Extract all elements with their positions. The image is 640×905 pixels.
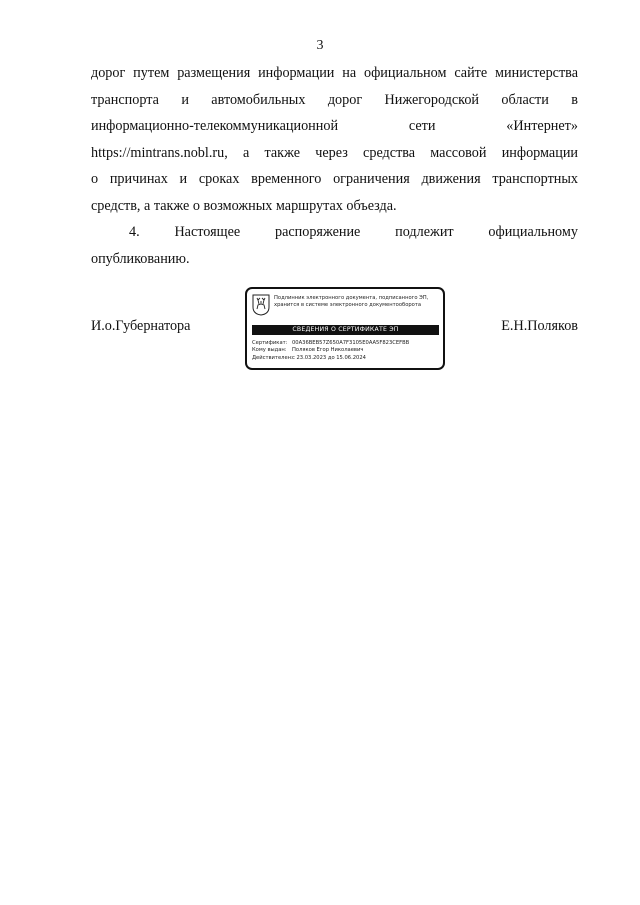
text-line-2 [91, 87, 578, 114]
text-line-4 [91, 140, 578, 167]
text-word: Настоящее [174, 224, 241, 240]
text-fragment: средств, а также о возможных маршрутах объезда. [91, 197, 397, 214]
text-line-1 [91, 60, 578, 87]
certificate-label: Сертификат: [252, 340, 288, 346]
text-word: Нижегородской [384, 91, 480, 108]
stamp-caption [274, 295, 442, 309]
text-fragment: опубликованию. [91, 250, 190, 267]
stamp-caption-line: хранится в системе электронного документооборота [274, 302, 422, 308]
certificate-row [252, 340, 409, 347]
validity-label: Действителен: [252, 354, 293, 361]
text-word: транспорта [91, 91, 159, 108]
page-number: 3 [316, 38, 324, 53]
issued-to-value: Поляков Егор Николаевич [292, 347, 364, 354]
text-fragment: дорог путем размещения информации на официальном сайте министерства [91, 65, 578, 81]
text-fragment: о причинах и сроках временного ограничения движения транспортных [91, 171, 578, 187]
text-word: «Интернет» [506, 118, 578, 134]
text-word: в [571, 91, 578, 108]
document-body [91, 60, 578, 272]
stamp-details [252, 340, 409, 362]
text-line-7 [91, 219, 578, 246]
issued-to-label: Кому выдан: [252, 347, 287, 354]
text-line-6 [91, 193, 578, 220]
validity-value: с 23.03.2023 до 15.06.2024 [292, 354, 366, 361]
text-line-3 [91, 113, 578, 140]
text-word: информационно-телекоммуникационной [91, 118, 339, 134]
text-word: автомобильных [211, 91, 306, 108]
validity-row [252, 355, 409, 362]
signer-position: И.о.Губернатора [91, 318, 191, 334]
text-fragment: https://mintrans.nobl.ru, а также через средства массовой информации [91, 144, 578, 161]
paragraph-number: 4. [129, 224, 140, 240]
text-line-5 [91, 166, 578, 193]
text-word: области [501, 91, 549, 108]
stamp-header: СВЕДЕНИЯ О СЕРТИФИКАТЕ ЭП [252, 325, 439, 335]
nizhny-novgorod-deer-emblem-icon [252, 294, 270, 316]
signer-name: Е.Н.Поляков [501, 318, 578, 334]
text-word: дорог [327, 91, 363, 108]
text-word: официальному [488, 224, 578, 240]
text-word: подлежит [395, 224, 454, 240]
text-line-8 [91, 246, 578, 273]
text-word: сети [408, 118, 436, 134]
electronic-signature-stamp [245, 287, 445, 370]
issued-to-row [252, 347, 409, 354]
text-word: распоряжение [274, 224, 361, 240]
certificate-value: 00A36BEB57Z650A7F3105E0AA5F823CEFBB [292, 340, 410, 346]
text-word: и [181, 91, 189, 108]
stamp-caption-line: Подлинник электронного документа, подписанного ЭП, [274, 295, 429, 301]
